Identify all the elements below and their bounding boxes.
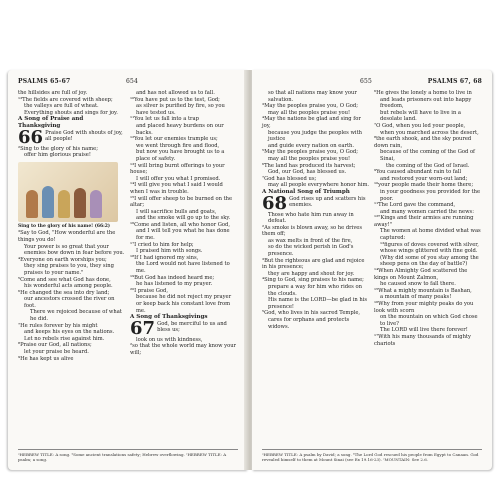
verse-line: ⁹He has kept us alive — [18, 355, 74, 362]
verse-line: and keeps his eyes on the nations. — [24, 329, 115, 336]
psalm-number: 68 — [262, 192, 288, 214]
verse-line: he has listened to my prayer. — [136, 281, 213, 288]
verse-line: ⁵God, who lives in his sacred Temple, — [262, 310, 361, 317]
psalm-number: 66 — [18, 126, 44, 148]
verse-line: The women at home divided what was captured: — [380, 228, 481, 242]
left-page — [8, 70, 248, 470]
verse-line: the hillsides are full of joy. — [18, 90, 88, 96]
verse-line: Those who hate him run away in defeat. — [268, 211, 354, 225]
verse-line: so do the wicked perish in God's presence. — [268, 244, 354, 258]
verse-line: ²⁰I praise God, — [130, 287, 169, 294]
right-page — [252, 70, 492, 470]
verse-line: they are happy and shout for joy. — [268, 270, 355, 277]
right-footnote: ᵃHEBREW TITLE: A psalm by David; a song. ᵇThe Lord God rescued his people from Egypt to Canaan. God revealed himself to them at Mount Sinai (see Ex 19.16-23). ᶜMOUNTAIN: See 2.6. — [262, 452, 479, 462]
right-col-2 — [374, 90, 482, 347]
verse-line: when you marched across the desert, — [380, 129, 479, 136]
verse-line: I will offer you what I promised. — [136, 175, 221, 182]
verse-line: ⁴Everyone on earth worships you; — [18, 256, 107, 263]
left-col-1 — [18, 90, 126, 362]
verse-line: ²As smoke is blown away, so he drives them off; — [262, 224, 362, 238]
verse-line: I will sacrifice bulls and goats, — [136, 208, 217, 215]
verse-line: offer him glorious praise! — [24, 152, 91, 159]
verse-line: Everything shouts and sings for joy. — [24, 109, 118, 116]
verse-line: and the smoke will go up to the sky. — [136, 215, 231, 222]
illustration-caption: Sing to the glory of his name! (66:2) — [18, 223, 111, 229]
verse-line: ²so that the whole world may know your will; — [130, 343, 237, 356]
verse-line: but rebels will have to live in a desolate land. — [380, 109, 462, 123]
verse-line: ⁷God has blessed us; — [262, 175, 317, 182]
verse-line: our ancestors crossed the river on foot. — [24, 296, 115, 309]
verse-line: because of the coming of the God of Sinai, — [380, 149, 475, 162]
verse-line: God, our God, has blessed us. — [268, 169, 347, 176]
verse-line: ⁸the earth shook, and the sky poured down rain, — [374, 136, 472, 149]
verse-line: ¹⁶Why from your mighty peaks do you look with scorn — [374, 301, 474, 314]
verse-line: and guide every nation on earth. — [268, 142, 355, 149]
verse-line: ¹⁴When Almighty God scattered the kings on Mount Zalmon, — [374, 268, 468, 281]
verse-line: because he did not reject my prayer or keep back his constant love from me. — [136, 294, 232, 314]
verse-line: God rises up and scatters his enemies. — [289, 195, 366, 209]
verse-line: ¹³I will bring burnt offerings to your house; — [130, 162, 225, 176]
verse-line: may all the peoples praise you! — [268, 155, 351, 162]
verse-line: as silver is purified by fire, so you have tested us. — [136, 103, 225, 116]
verse-line: ⁴May the nations be glad and sing for joy, — [262, 116, 361, 129]
verse-line: ¹⁷I cried to him for help; — [130, 241, 194, 248]
verse-line: as wax melts in front of the fire, — [268, 237, 353, 244]
left-col-2 — [130, 90, 238, 357]
illustration — [18, 162, 118, 222]
verse-line: ¹³The fields are covered with sheep; — [18, 96, 113, 103]
verse-line: ¹⁰You have put us to the test, God; — [130, 96, 220, 103]
verse-line: ⁶He gives the lonely a home to live in — [374, 90, 472, 96]
verse-line: There we rejoiced because of what he did. — [30, 309, 122, 323]
verse-line: his wonderful acts among people. — [24, 283, 113, 290]
verse-line: ¹⁴I will give you what I said I would when I was in trouble. — [130, 182, 223, 195]
left-footnote: ᵃHEBREW TITLE: A song. ᵇSome ancient translations safety; Hebrew overflowing. ᶜHEBREW TITLE: A psalm; a song. — [18, 452, 227, 462]
verse-line: ³But the righteous are glad and rejoice in his presence; — [262, 257, 365, 271]
verse-line: let your praise be heard. — [24, 349, 89, 356]
verse-line: ⁴Sing to God, sing praises to his name; — [262, 277, 364, 284]
verse-line: may all the peoples praise you! — [268, 109, 351, 116]
verse-line: and has not allowed us to fall. — [136, 90, 215, 96]
verse-line: and placed heavy burdens on our backs. — [136, 122, 224, 136]
footnote-rule — [18, 449, 238, 450]
verse-line: ¹⁸If I had ignored my sins, — [130, 254, 199, 261]
verse-line: so that all nations may know your salvation. — [268, 90, 357, 103]
psalm-heading: A National Song of Triumph — [262, 188, 350, 195]
verse-line: and leads prisoners out into happy freedom, — [380, 96, 472, 110]
verse-line: may all people everywhere honor him. — [268, 182, 370, 189]
verse-line: ⁶He changed the sea into dry land; — [18, 289, 110, 296]
verse-line: His name is the LORD—be glad in his presence! — [268, 297, 368, 310]
verse-line: ³May the peoples praise you, O God; — [262, 103, 358, 110]
verse-line: the valleys are full of wheat. — [24, 103, 99, 110]
verse-line: I praised him with songs. — [136, 248, 203, 255]
verse-line: whose wings glittered with fine gold. — [380, 248, 478, 255]
verse-line: Let no rebels rise against him. — [24, 335, 105, 342]
verse-line: ⁷He rules forever by his might — [18, 322, 98, 329]
verse-line: ¹³figures of doves covered with silver, — [380, 241, 479, 248]
verse-line: prepare a way for him who rides on the clouds. — [268, 284, 362, 297]
verse-line: he caused snow to fall there. — [380, 281, 456, 288]
verse-line: ¹⁰your people made their home there; — [374, 182, 474, 189]
verse-line: ¹¹The Lord gave the command, — [374, 202, 456, 209]
verse-line: ¹²"Kings and their armies are running away!" — [374, 215, 474, 228]
verse-line: Your power is so great that your enemies bow down in fear before you. — [24, 243, 125, 257]
verse-line: and I will tell you what he has done for me. — [136, 228, 230, 242]
psalm-heading: A Song of Praise and Thanksgiving — [18, 116, 84, 129]
verse-line: cares for orphans and protects widows. — [268, 317, 350, 330]
verse-line: ¹¹You let us fall into a trap — [130, 116, 199, 123]
right-header: PSALMS 67, 68 — [427, 78, 482, 85]
verse-line: ⁶The land has produced its harvest; — [262, 162, 356, 169]
verse-line: ⁸Praise our God, all nations; — [18, 342, 92, 349]
verse-line: they sing praises to you, they sing praises to your name." — [24, 263, 114, 276]
verse-line: ²Sing to the glory of his name; — [18, 145, 98, 152]
verse-line: God, be merciful to us and bless us; — [157, 320, 227, 334]
verse-line: The LORD will live there forever! — [380, 327, 468, 334]
verse-line: a mountain of many peaks! — [380, 294, 452, 301]
verse-line: in your goodness you provided for the poor. — [380, 188, 481, 202]
verse-line: look on us with kindness, — [136, 336, 203, 343]
psalm-heading: A Song of Thanksgivings — [130, 314, 208, 321]
verse-line: Praise God with shouts of joy, all people! — [45, 129, 123, 143]
verse-line: on the mountain on which God chose to live? — [380, 314, 478, 327]
left-header: PSALMS 65-67 — [18, 78, 71, 85]
verse-line: ¹⁶Come and listen, all who honor God, — [130, 221, 230, 228]
psalm-number: 67 — [130, 317, 156, 339]
verse-line: the coming of the God of Israel. — [386, 162, 470, 169]
verse-line: ⁵Come and see what God has done, — [18, 276, 111, 283]
verse-line: but now you have brought us to a place of safety. — [136, 149, 225, 162]
verse-line: because you judge the peoples with justice — [268, 129, 363, 143]
verse-line: and restored your worn-out land; — [380, 175, 468, 182]
verse-line: ⁵May the peoples praise you, O God; — [262, 149, 358, 156]
verse-line: ¹⁷With his many thousands of mighty chariots — [374, 333, 471, 347]
left-page-number: 654 — [126, 78, 139, 85]
right-col-1 — [262, 90, 370, 330]
verse-line: ¹⁵I will offer sheep to be burned on the altar; — [130, 195, 233, 209]
verse-line: ⁹You caused abundant rain to fall — [374, 169, 462, 176]
verse-line: we went through fire and flood, — [136, 142, 220, 149]
verse-line: ³Say to God, "How wonderful are the things you do! — [18, 230, 116, 243]
verse-line: ⁷O God, when you led your people, — [374, 122, 466, 129]
footnote-rule — [262, 449, 482, 450]
verse-line: and many women carried the news: — [380, 208, 474, 215]
verse-line: (Why did some of you stay among the sheep pens on the day of battle?) — [380, 254, 479, 268]
verse-line: ¹²You let our enemies trample us; — [130, 136, 218, 143]
verse-line: the Lord would not have listened to me. — [136, 261, 230, 275]
right-page-number: 655 — [360, 78, 373, 85]
verse-line: ¹⁵What a mighty mountain is Bashan, — [374, 287, 472, 294]
verse-line: ¹⁹But God has indeed heard me; — [130, 274, 215, 281]
